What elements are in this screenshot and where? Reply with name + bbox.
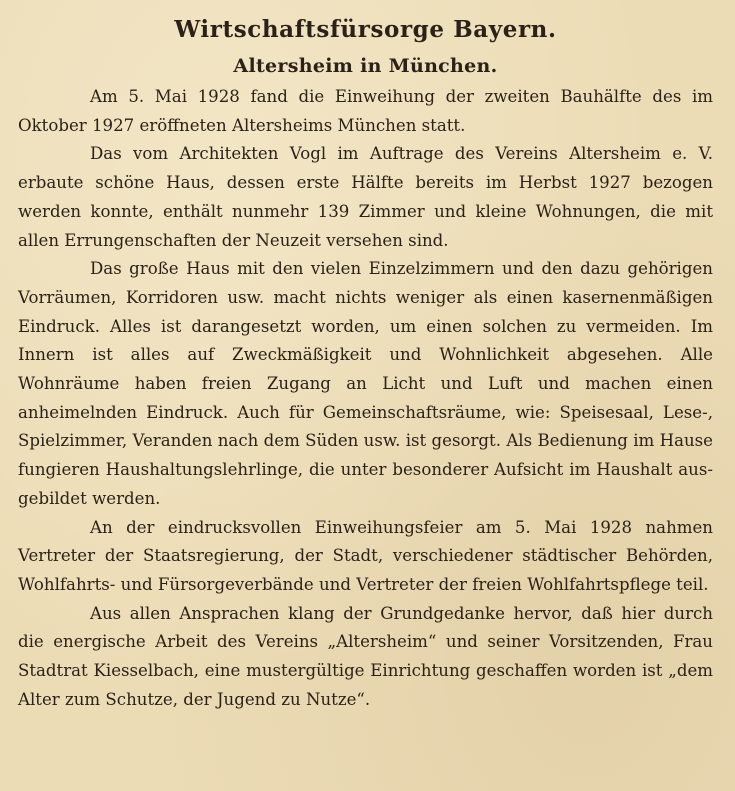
article-subtitle: Altersheim in München. [233,55,498,77]
paragraph-5: Aus allen Ansprachen klang der Grundgedanke hervor, daß hier durch die energische Arbeit des Vereins „Altersheim“ und seiner Vorsitzenden, Frau Stadtrat Kiesselbach, eine mustergültige Einrichtung geschaffen worden ist „dem Alter zum Schutze, der Jugend zu Nutze“. [18,603,713,709]
article-title: Wirtschaftsfürsorge Bayern. [174,16,557,43]
paragraph-1: Am 5. Mai 1928 fand die Einweihung der zweiten Bauhälfte des im Oktober 1927 eröffneten Altersheims München statt. [18,87,713,135]
paragraph-3: Das große Haus mit den vielen Einzelzimmern und den dazu gehörigen Vorräumen, Korridoren usw. macht nichts weniger als einen kasernenmäßigen Eindruck. Alles ist darangesetzt worden, um einen solchen zu vermeiden. Im Innern ist alles auf Zweckmäßigkeit und Wohnlichkeit abgesehen. Alle Wohnräume haben freien Zugang an Licht und Luft und machen einen anheimelnden Eindruck. Auch für Gemeinschaftsräume, wie: Speisesaal, Lese-, Spielzimmer, Veranden nach dem Süden usw. ist gesorgt. Als Bedienung im Hause fungieren Haushaltungslehrlinge, die unter besonderer Aufsicht im Haushalt ausgebildet werden. [18,259,713,508]
paragraph-4: An der eindrucksvollen Einweihungsfeier am 5. Mai 1928 nahmen Vertreter der Staatsregierung, der Stadt, verschiedener städtischer Behörden, Wohlfahrts- und Fürsorgeverbände und Vertreter der freien Wohlfahrtspflege teil. [18,517,713,594]
paragraph-2: Das vom Architekten Vogl im Auftrage des Vereins Altersheim e. V. erbaute schöne Haus, dessen erste Hälfte bereits im Herbst 1927 bezogen werden konnte, enthält nunmehr 139 Zimmer und kleine Wohnungen, die mit allen Errungenschaften der Neuzeit versehen sind. [18,144,713,250]
